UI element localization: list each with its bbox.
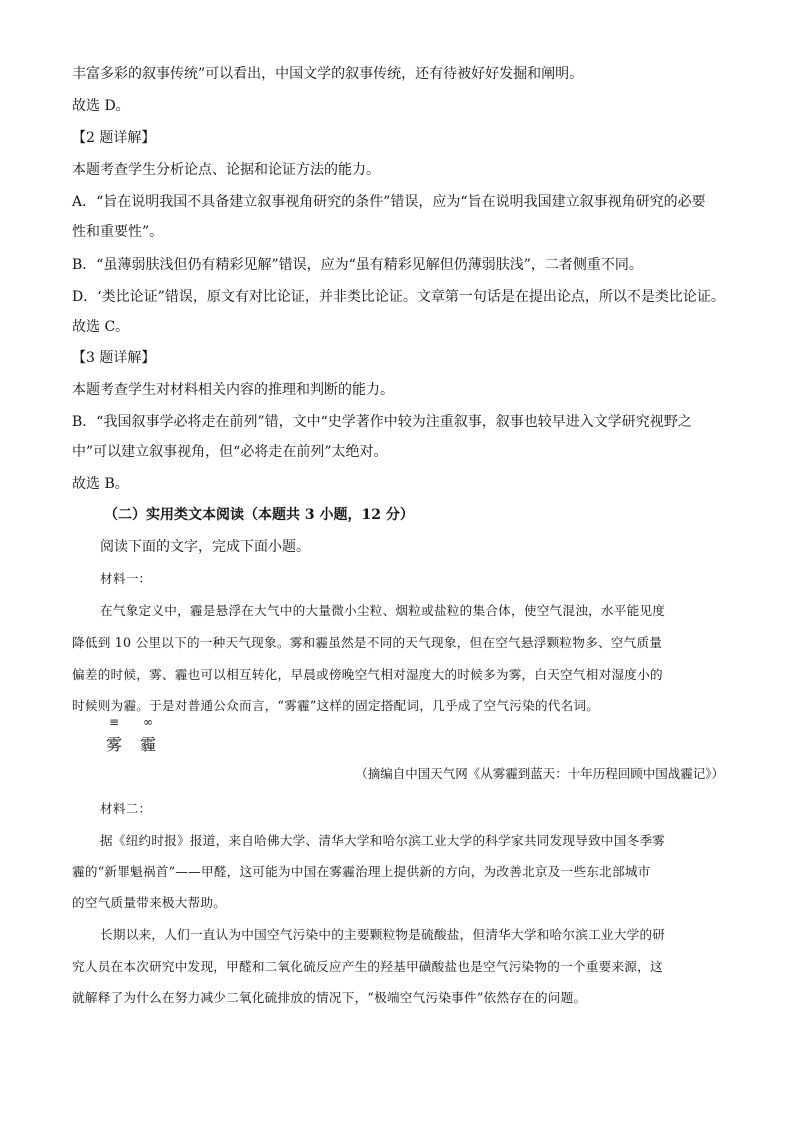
section-heading: （二）实用类文本阅读（本题共 3 小题，12 分）	[104, 507, 414, 523]
material-line: 长期以来，人们一直认为中国空气污染中的主要颗粒物是硫酸盐，但清华大学和哈尔滨工业大学的研	[100, 927, 666, 942]
material-line: 究人员在本次研究中发现，甲醛和二氧化硫反应产生的羟基甲磺酸盐也是空气污染物的一个重要来源，这	[72, 959, 663, 974]
fog-label: 雾	[105, 735, 122, 754]
text-line: 丰富多彩的叙事传统”可以看出，中国文学的叙事传统，还有待被好好发掘和阐明。	[72, 66, 584, 82]
text-line: A．“旨在说明我国不具备建立叙事视角研究的条件”错误，应为“旨在说明我国建立叙事视角研究的必要	[72, 194, 706, 210]
material-one-label: 材料一：	[100, 571, 152, 586]
material-line: 的空气质量带来极大帮助。	[72, 895, 227, 910]
material-line: 偏差的时候，雾、霾也可以相互转化，早晨或傍晚空气相对湿度大的时候多为雾，白天空气相对湿度小的	[72, 667, 663, 682]
material-line: 降低到 10 公里以下的一种天气现象。雾和霾虽然是不同的天气现象，但在空气悬浮颗粒物多、空气质量	[72, 635, 663, 650]
text-line: 本题考查学生分析论点、论据和论证方法的能力。	[72, 162, 380, 178]
text-line: 故选 D。	[72, 98, 130, 114]
text-line: B．“我国叙事学必将走在前列”错，文中“史学著作中较为注重叙事，叙事也较早进入文学研究视野之	[72, 414, 692, 430]
question-2-heading: 【2 题详解】	[72, 130, 156, 146]
instruction-text: 阅读下面的文字，完成下面小题。	[100, 539, 310, 555]
text-line: 本题考查学生对材料相关内容的推理和判断的能力。	[72, 382, 394, 398]
haze-label: 霾	[139, 735, 156, 754]
text-line: 中”可以建立叙事视角，但“必将走在前列”太绝对。	[72, 444, 388, 460]
material-two-label: 材料二：	[100, 801, 152, 816]
material-line: 时候则为霾。于是对普通公众而言，“雾霾”这样的固定搭配词，几乎成了空气污染的代名词。	[72, 698, 600, 713]
text-line: B．“虽薄弱肤浅但仍有精彩见解”错误，应为“虽有精彩见解但仍薄弱肤浅”，二者侧重不同。	[72, 257, 643, 273]
text-line: 故选 B。	[72, 476, 129, 492]
question-3-heading: 【3 题详解】	[72, 350, 156, 366]
text-line: 性和重要性”。	[72, 224, 164, 240]
material-line: 霾的“新罪魁祸首”——甲醛，这可能为中国在雾霾治理上提供新的方向，为改善北京及一些东北部城市	[72, 864, 651, 879]
text-line: 故选 C。	[72, 319, 130, 335]
material-line: 据《纽约时报》报道，来自哈佛大学、清华大学和哈尔滨工业大学的科学家共同发现导致中国冬季雾	[100, 833, 666, 848]
weather-symbols	[100, 715, 190, 765]
fog-symbol-icon: ≡	[108, 715, 120, 729]
material-line: 就解释了为什么在努力减少二氧化硫排放的情况下，“极端空气污染事件”依然存在的问题。	[72, 990, 587, 1005]
material-line: 在气象定义中，霾是悬浮在大气中的大量微小尘粒、烟粒或盐粒的集合体，使空气混浊，水平能见度	[100, 603, 666, 618]
text-line: D．‘类比论证”错误，原文有对比论证，并非类比论证。文章第一句话是在提出论点，所以不是类比论证。	[72, 289, 725, 305]
haze-symbol-icon: ∞	[143, 715, 153, 729]
material-one-source: （摘编自中国天气网《从雾霾到蓝天：十年历程回顾中国战霾记》）	[355, 766, 724, 781]
